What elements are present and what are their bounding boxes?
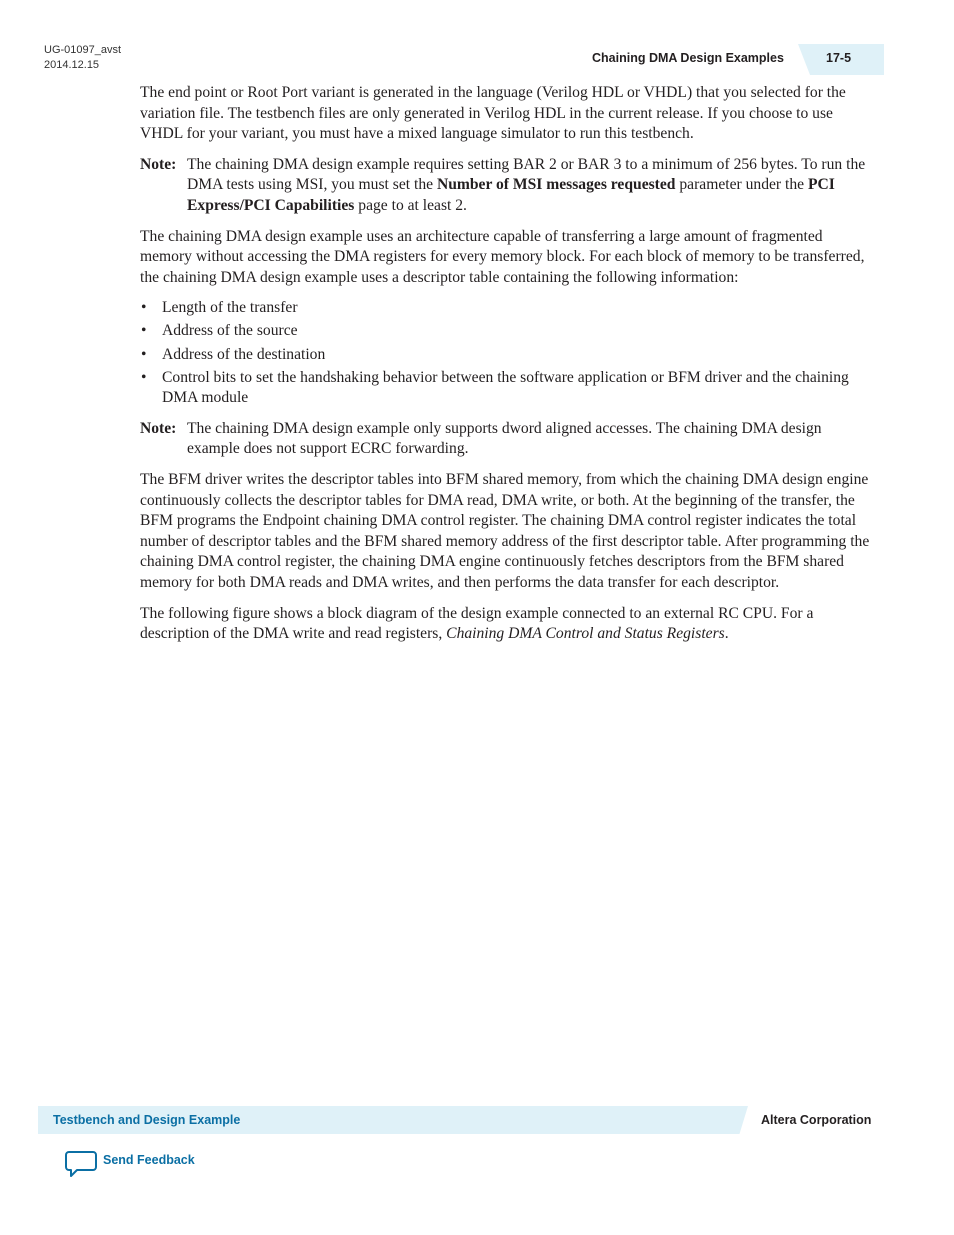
note-bar-settings	[140, 155, 875, 217]
paragraph-bfm-driver: The BFM driver writes the descriptor tables into BFM shared memory, from which the chaining DMA design engine continuously collects the descriptor tables for DMA read, DMA write, or both. At the beginning of the transfer, the BFM programs the Endpoint chaining DMA control register. The chaining DMA control register indicates the total number of descriptor tables and the BFM shared memory address of the first descriptor table. After programming the chaining DMA control register, the chaining DMA engine continuously fetches descriptors from the BFM shared memory for both DMA reads and DMA writes, and then performs the data transfer for each descriptor.	[140, 471, 870, 591]
footer-company: Altera Corporation	[761, 1113, 872, 1127]
section-title: Chaining DMA Design Examples	[592, 51, 784, 65]
paragraph-variant-language: The end point or Root Port variant is generated in the language (Verilog HDL or VHDL) that you selected for the variation file. The testbench files are only generated in Verilog HDL in the current release. If you choose to use VHDL for your variant, you must have a mixed language simulator to run this testbench.	[140, 84, 846, 143]
main-content	[140, 83, 875, 655]
note-label: Note:	[140, 419, 177, 437]
note-text-part: page to at least 2.	[354, 196, 467, 214]
document-id: UG-01097_avst	[44, 44, 122, 56]
footer-chapter-title: Testbench and Design Example	[53, 1113, 241, 1127]
list-item: • Address of the source	[140, 321, 875, 342]
paragraph-text-part: The following figure shows a block diagram of the design example connected to an external RC CPU. For a description of the DMA write and read registers,	[140, 604, 814, 643]
note-text-part: The chaining DMA design example requires setting BAR 2 or BAR 3 to a minimum of 256 bytes. To run the DMA tests using MSI, you must set the	[187, 155, 866, 194]
note-text-part: parameter under the	[675, 176, 808, 194]
list-item: • Address of the destination	[140, 345, 875, 366]
paragraph-architecture: The chaining DMA design example uses an architecture capable of transferring a large amount of fragmented memory without accessing the DMA registers for every memory block. For each block of memory to be transferred, the chaining DMA design example uses a descriptor table containing the following information:	[140, 227, 865, 286]
document-id-block	[44, 43, 121, 73]
speech-bubble-icon[interactable]	[65, 1150, 97, 1178]
page-name-capabilities: PCI Express/PCI Capabilities	[187, 176, 835, 214]
note-text: The chaining DMA design example only supports dword aligned accesses. The chaining DMA design example does not support ECRC forwarding.	[187, 419, 822, 458]
list-item: • Length of the transfer	[140, 298, 875, 319]
paragraph-text-part: .	[724, 625, 729, 643]
page-number: 17-5	[826, 51, 852, 65]
list-item: • Control bits to set the handshaking behavior between the software application or BFM driver and the chaining DMA module	[140, 368, 875, 409]
send-feedback-link[interactable]: Send Feedback	[103, 1153, 195, 1167]
note-dword-aligned	[140, 419, 875, 460]
note-text	[187, 155, 875, 217]
paragraph-figure-intro	[140, 604, 875, 645]
parameter-name-msi: Number of MSI messages requested	[436, 176, 676, 194]
descriptor-info-list	[140, 298, 875, 408]
cross-reference-registers: Chaining DMA Control and Status Registers	[446, 625, 725, 643]
document-date: 2014.12.15	[44, 59, 100, 71]
note-label: Note:	[140, 155, 177, 173]
